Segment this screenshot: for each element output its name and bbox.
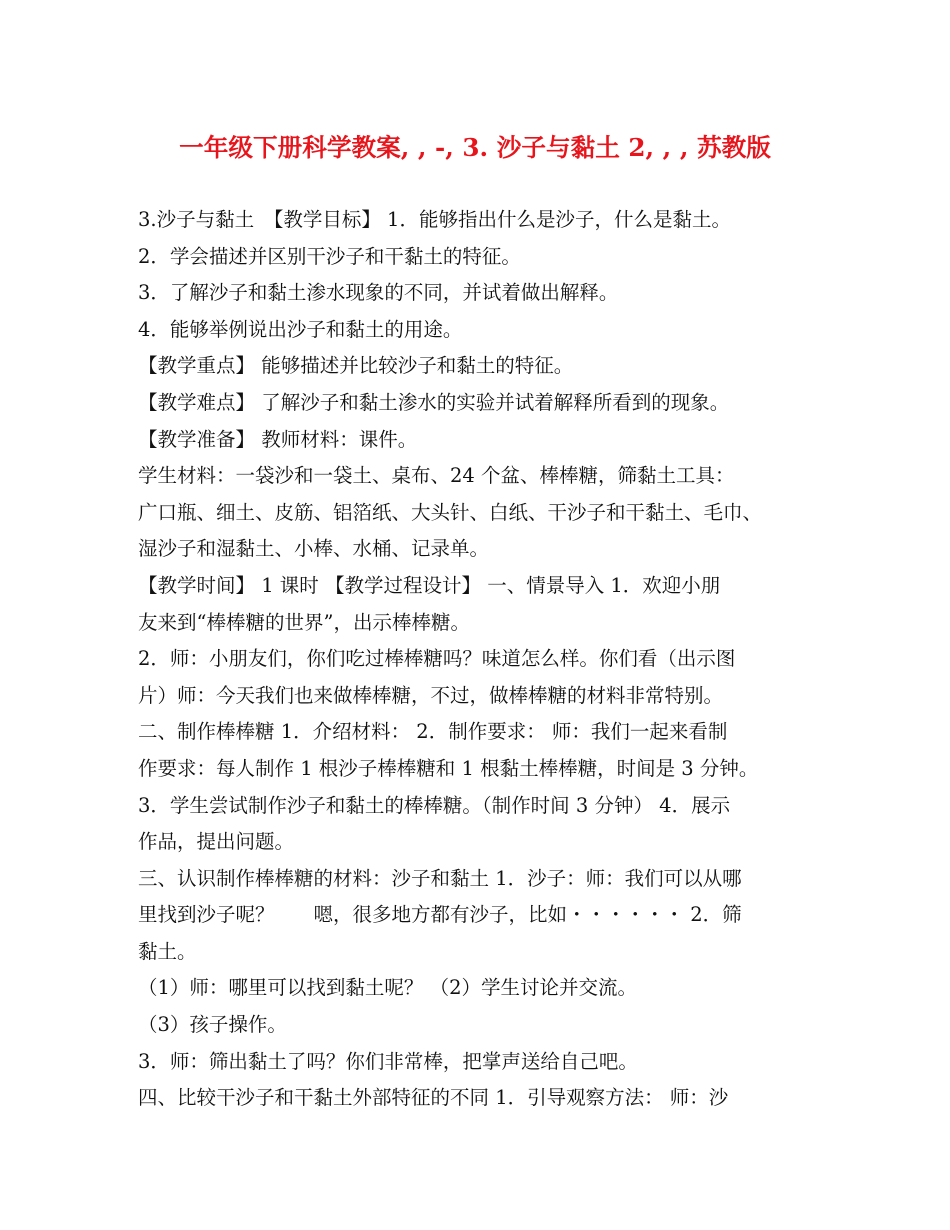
body-line: 湿沙子和湿黏土、小棒、水桶、记录单。 <box>138 537 490 561</box>
body-line: 2．学会描述并区别干沙子和干黏土的特征。 <box>138 244 521 268</box>
body-line: 【教学时间】 1 课时 【教学过程设计】 一、情景导入 1．欢迎小朋 <box>138 573 721 597</box>
body-line: 片）师：今天我们也来做棒棒糖，不过，做棒棒糖的材料非常特别。 <box>138 683 724 707</box>
body-line: 3．师：筛出黏土了吗？你们非常棒，把掌声送给自己吧。 <box>138 1049 638 1073</box>
body-line: 3．学生尝试制作沙子和黏土的棒棒糖。（制作时间 3 分钟） 4．展示 <box>138 793 731 817</box>
body-line: 2．师：小朋友们，你们吃过棒棒糖吗？味道怎么样。你们看（出示图 <box>138 647 736 671</box>
body-line: 【教学重点】 能够描述并比较沙子和黏土的特征。 <box>138 354 574 378</box>
body-line: 学生材料：一袋沙和一袋土、桌布、24 个盆、棒棒糖，筛黏土工具： <box>138 464 735 488</box>
body-line: 四、比较干沙子和干黏土外部特征的不同 1．引导观察方法： 师：沙 <box>138 1086 729 1110</box>
body-line: 【教学准备】 教师材料：课件。 <box>138 427 418 451</box>
body-line: 二、制作棒棒糖 1．介绍材料： 2．制作要求： 师：我们一起来看制 <box>138 720 728 744</box>
body-line: 【教学难点】 了解沙子和黏土渗水的实验并试着解释所看到的现象。 <box>138 390 730 414</box>
body-line: 里找到沙子呢？ 嗯，很多地方都有沙子，比如・・・・・・ 2．筛 <box>138 903 742 927</box>
body-line: 黏土。 <box>138 939 197 963</box>
document-body <box>138 202 838 1117</box>
body-line: 广口瓶、细土、皮筋、铝箔纸、大头针、白纸、干沙子和干黏土、毛巾、 <box>138 500 763 524</box>
body-line: 3.沙子与黏土 【教学目标】 1．能够指出什么是沙子，什么是黏土。 <box>138 208 731 231</box>
body-line: 作要求：每人制作 1 根沙子棒棒糖和 1 根黏土棒棒糖，时间是 3 分钟。 <box>138 756 759 780</box>
body-line: （3）孩子操作。 <box>138 1013 287 1037</box>
document-title: 一年级下册科学教案, , -, 3. 沙子与黏土 2, , , 苏教版 <box>179 133 771 162</box>
body-line: 4．能够举例说出沙子和黏土的用途。 <box>138 317 463 341</box>
body-line: （1）师：哪里可以找到黏土呢？ （2）学生讨论并交流。 <box>138 976 638 1000</box>
body-line: 作品，提出问题。 <box>138 830 295 854</box>
body-line: 3．了解沙子和黏土渗水现象的不同，并试着做出解释。 <box>138 281 619 305</box>
body-line: 友来到“棒棒糖的世界”，出示棒棒糖。 <box>138 610 470 634</box>
body-line: 三、认识制作棒棒糖的材料：沙子和黏土 1．沙子：师：我们可以从哪 <box>138 866 742 890</box>
